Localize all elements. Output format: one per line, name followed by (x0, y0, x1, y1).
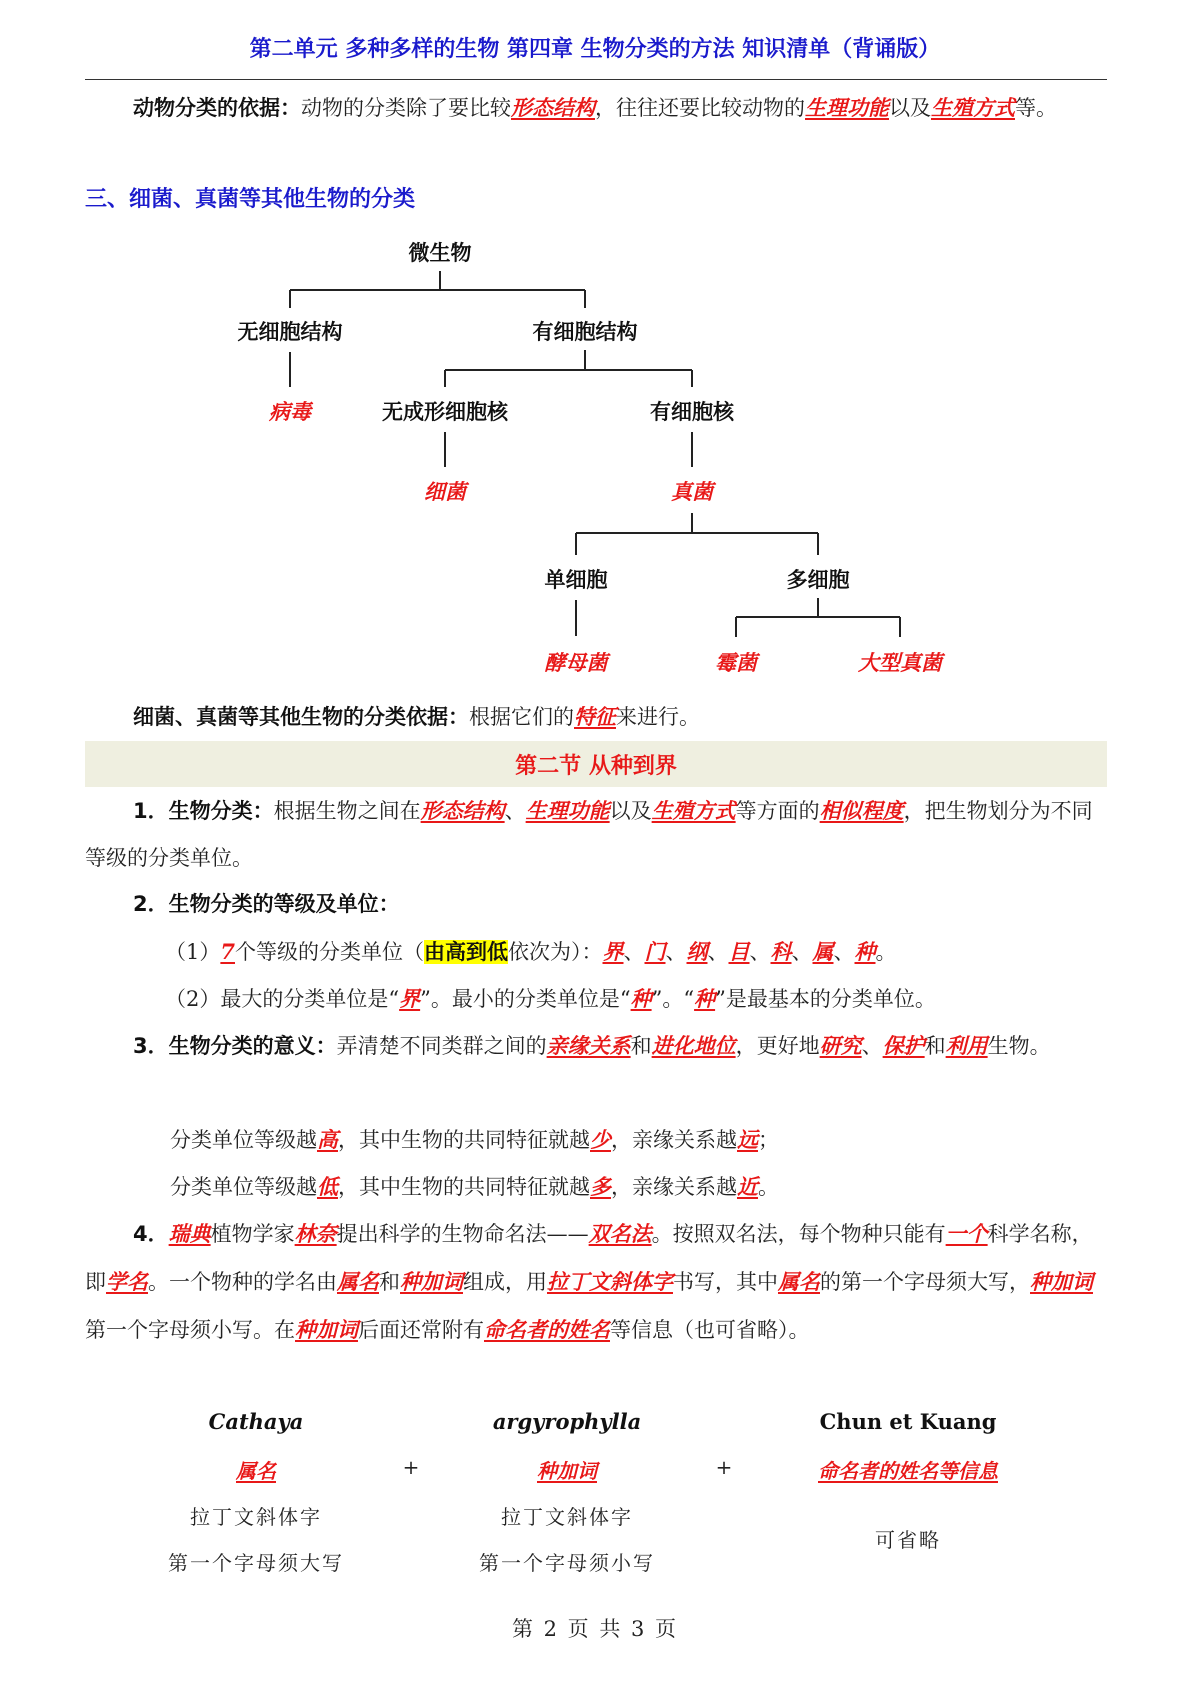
example-author: Chun et Kuang (819, 1409, 997, 1434)
rank: 科 (770, 939, 792, 964)
tree-leaf-yeast: 酵母菌 (544, 650, 608, 675)
tree-node-no-nucleus: 无成形细胞核 (382, 400, 508, 424)
text: ，把生物划分为不同等级的分类单位。 (85, 799, 1093, 870)
example-author-label (818, 1455, 998, 1484)
example-genus-label (236, 1455, 276, 1484)
keyword: 生理功能 (805, 95, 889, 120)
text: 以及 (609, 799, 652, 823)
keyword: 生殖方式 (931, 95, 1015, 120)
rank: 种 (854, 939, 876, 964)
keyword: 研究 (819, 1033, 862, 1058)
text: 动物的分类除了要比较 (301, 96, 511, 120)
text: 。按照双名法，每个物种只能有 (651, 1222, 946, 1246)
text: 后面还常附有 (358, 1318, 484, 1342)
sep: 、 (833, 940, 855, 964)
keyword: 种加词 (295, 1317, 358, 1342)
tree-node-no-cell: 无细胞结构 (237, 320, 343, 344)
genus-note-2: 第一个字母须大写 (168, 1551, 344, 1575)
p4-number: 4． (133, 1222, 169, 1246)
text: （2）最大的分类单位是“ (165, 987, 400, 1011)
text: 和 (379, 1270, 400, 1294)
species-note-2: 第一个字母须小写 (479, 1551, 655, 1575)
keyword: 界 (399, 986, 421, 1011)
text: ，其中生物的共同特征就越 (338, 1128, 590, 1152)
text: ”。最小的分类单位是“ (420, 987, 631, 1011)
keyword: 拉丁文斜体字 (547, 1269, 673, 1294)
rank: 属 (812, 939, 834, 964)
plus-sign: + (402, 1455, 420, 1479)
section-band-title: 第二节 从种到界 (515, 754, 677, 779)
rank: 纲 (686, 939, 708, 964)
keyword: 相似程度 (819, 798, 904, 823)
text: ，往往还要比较动物的 (595, 96, 805, 120)
text: 书写，其中 (673, 1270, 778, 1294)
paragraph-3 (85, 1022, 1107, 1070)
keyword: 远 (737, 1127, 758, 1152)
text: 个等级的分类单位（ (235, 940, 424, 964)
tree-node-has-cell: 有细胞结构 (532, 320, 638, 344)
text: ”。“ (651, 987, 695, 1011)
micro-basis-paragraph (85, 693, 1107, 741)
p1-label: 1．生物分类： (133, 799, 274, 823)
text: 以及 (889, 96, 931, 120)
text: 第一个字母须小写。在 (85, 1318, 295, 1342)
genus-note-1: 拉丁文斜体字 (190, 1505, 322, 1529)
tree-leaf-fungi: 真菌 (671, 479, 713, 504)
keyword: 高 (317, 1127, 338, 1152)
sep: 、 (665, 940, 687, 964)
keyword: 属名 (236, 1459, 276, 1483)
keyword: 形态结构 (420, 798, 505, 823)
keyword: 种 (694, 986, 716, 1011)
text: 等方面的 (735, 799, 820, 823)
text: ； (758, 1128, 779, 1152)
keyword: 保护 (882, 1033, 925, 1058)
example-species-label (537, 1455, 597, 1484)
keyword: 生理功能 (525, 798, 610, 823)
text: 的第一个字母须大写， (820, 1270, 1030, 1294)
text: 依次为）： (508, 940, 603, 964)
text: 组成，用 (463, 1270, 547, 1294)
keyword: 种加词 (537, 1459, 597, 1483)
highlighted-text: 由高到低 (424, 940, 508, 964)
page-header-title: 第二单元 多种多样的生物 第四章 生物分类的方法 知识清单（背诵版） (249, 37, 941, 62)
sep: 、 (749, 940, 771, 964)
text: 植物学家 (210, 1222, 295, 1246)
classification-tree-lines (0, 0, 1190, 700)
tree-node-root: 微生物 (408, 241, 472, 265)
sep: 、 (791, 940, 813, 964)
rank: 目 (728, 939, 750, 964)
text: 提出科学的生物命名法—— (336, 1222, 589, 1246)
text: （1） (165, 940, 221, 964)
page-footer: 第 2 页 共 3 页 (511, 1617, 679, 1641)
text: 科学名称，即 (85, 1222, 1093, 1294)
text: ”是最基本的分类单位。 (715, 987, 936, 1011)
sep: 、 (707, 940, 729, 964)
rank: 界 (602, 939, 624, 964)
text: ，更好地 (735, 1034, 820, 1058)
paragraph-1 (85, 787, 1107, 882)
keyword: 7 (220, 939, 235, 964)
tree-leaf-virus: 病毒 (269, 399, 311, 424)
keyword: 特征 (574, 704, 616, 729)
tree-leaf-mold: 霉菌 (715, 650, 757, 675)
keyword: 生殖方式 (651, 798, 736, 823)
micro-basis-label: 细菌、真菌等其他生物的分类依据： (133, 705, 469, 729)
paragraph-4 (85, 1210, 1107, 1354)
keyword: 种加词 (400, 1269, 463, 1294)
keyword: 属名 (778, 1269, 820, 1294)
keyword: 命名者的姓名等信息 (818, 1459, 998, 1483)
p3-label: 3．生物分类的意义： (133, 1034, 337, 1058)
tree-leaf-bacteria: 细菌 (424, 479, 466, 504)
keyword: 多 (590, 1174, 611, 1199)
text: 根据生物之间在 (273, 799, 421, 823)
text: 、 (504, 799, 526, 823)
sep: 、 (623, 940, 645, 964)
text: 和 (630, 1034, 652, 1058)
p2-label: 2．生物分类的等级及单位： (133, 892, 400, 916)
species-note-1: 拉丁文斜体字 (501, 1505, 633, 1529)
keyword: 亲缘关系 (546, 1033, 631, 1058)
plus-sign: + (715, 1455, 733, 1479)
text: 等。 (1015, 96, 1057, 120)
text: 。 (875, 940, 897, 964)
tree-node-unicellular: 单细胞 (544, 568, 608, 592)
keyword: 一个 (945, 1221, 988, 1246)
author-note: 可省略 (875, 1528, 941, 1552)
keyword: 种 (630, 986, 652, 1011)
keyword: 少 (590, 1127, 611, 1152)
text: 根据它们的 (469, 705, 574, 729)
keyword: 双名法 (588, 1221, 652, 1246)
text: 和 (924, 1034, 946, 1058)
text: 。一个物种的学名由 (148, 1270, 337, 1294)
keyword: 近 (737, 1174, 758, 1199)
text: 生物。 (987, 1034, 1051, 1058)
p2-line-1 (165, 928, 1115, 976)
tree-leaf-mushroom: 大型真菌 (858, 650, 942, 675)
tree-node-has-nucleus: 有细胞核 (650, 400, 734, 424)
example-species: argyrophylla (492, 1409, 642, 1434)
text: 、 (861, 1034, 883, 1058)
text: ，其中生物的共同特征就越 (338, 1175, 590, 1199)
text: 分类单位等级越 (170, 1175, 317, 1199)
keyword: 进化地位 (651, 1033, 736, 1058)
keyword: 命名者的姓名 (484, 1317, 610, 1342)
text: 弄清楚不同类群之间的 (336, 1034, 547, 1058)
keyword: 低 (317, 1174, 338, 1199)
p2-line-2 (165, 975, 1115, 1023)
tree-node-multicellular: 多细胞 (786, 568, 850, 592)
text: 来进行。 (616, 705, 700, 729)
p3-line-low (170, 1163, 1110, 1211)
p2-heading (85, 881, 1107, 928)
keyword: 林奈 (294, 1221, 337, 1246)
p3-line-high (170, 1116, 1110, 1164)
section-heading: 三、细菌、真菌等其他生物的分类 (85, 187, 416, 212)
text: ，亲缘关系越 (611, 1175, 737, 1199)
keyword: 形态结构 (511, 95, 595, 120)
example-genus: Cathaya (208, 1409, 304, 1434)
animal-basis-label: 动物分类的依据： (133, 96, 301, 120)
keyword: 利用 (945, 1033, 988, 1058)
text: 。 (758, 1175, 779, 1199)
keyword: 学名 (106, 1269, 148, 1294)
keyword: 瑞典 (168, 1221, 211, 1246)
keyword: 属名 (337, 1269, 379, 1294)
text: 等信息（也可省略）。 (610, 1318, 810, 1342)
rank: 门 (644, 939, 666, 964)
text: 分类单位等级越 (170, 1128, 317, 1152)
text: ，亲缘关系越 (611, 1128, 737, 1152)
keyword: 种加词 (1030, 1269, 1093, 1294)
